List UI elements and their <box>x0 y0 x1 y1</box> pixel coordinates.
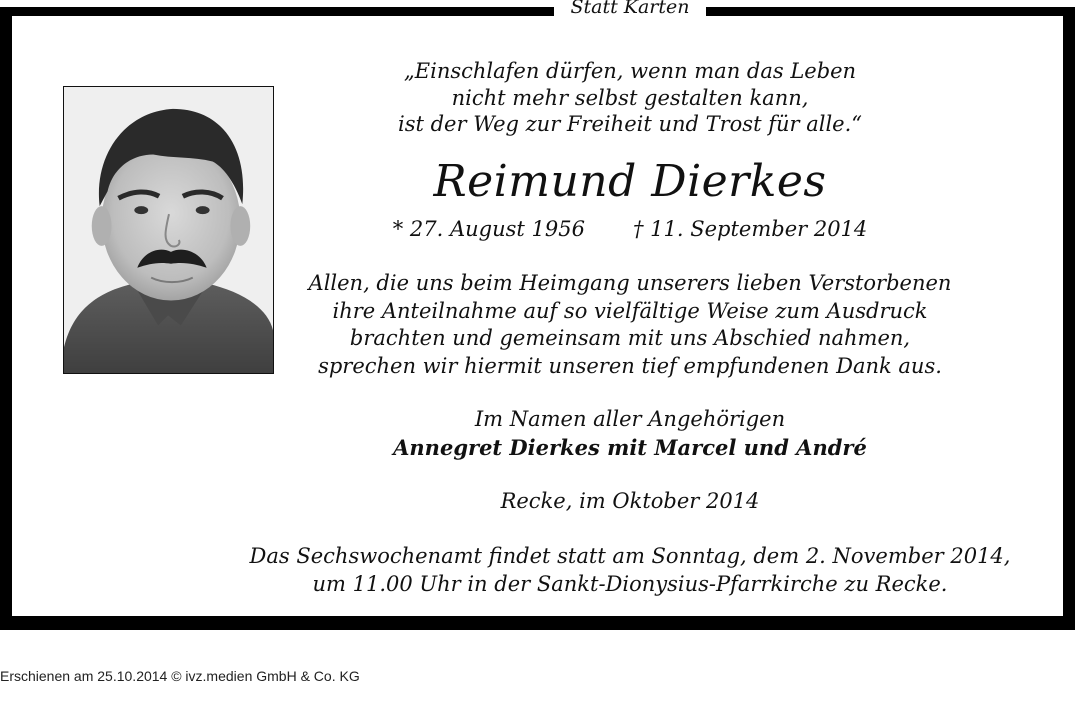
thanks-paragraph <box>240 270 1020 380</box>
place-date: Recke, im Oktober 2014 <box>500 489 760 513</box>
signoff-intro: Im Namen aller Angehörigen <box>474 407 786 431</box>
quote-line: „Einschlafen dürfen, wenn man das Leben <box>403 59 857 83</box>
life-dates <box>240 216 1020 242</box>
deceased-name: Reimund Dierkes <box>433 156 827 207</box>
quote-line: nicht mehr selbst gestalten kann, <box>451 85 809 110</box>
service-line: um 11.00 Uhr in der Sankt-Dionysius-Pfarrkirche zu Recke. <box>312 572 948 596</box>
signoff-names: Annegret Dierkes mit Marcel und André <box>393 434 867 460</box>
death-date: † 11. September 2014 <box>632 217 868 241</box>
memorial-quote <box>240 58 1020 138</box>
thanks-line: ihre Anteilnahme auf so vielfältige Weise zum Ausdruck <box>332 298 928 323</box>
service-announcement <box>240 542 1020 598</box>
quote-line: ist der Weg zur Freiheit und Trost für alle.“ <box>398 112 862 136</box>
header-label: Statt Karten <box>554 0 706 20</box>
birth-date: * 27. August 1956 <box>392 217 585 241</box>
signoff <box>240 406 1020 461</box>
thanks-line: sprechen wir hiermit unseren tief empfundenen Dank aus. <box>318 353 942 378</box>
thanks-line: Allen, die uns beim Heimgang unserers lieben Verstorbenen <box>308 271 952 295</box>
publication-footer: Erschienen am 25.10.2014 © ivz.medien GmbH & Co. KG <box>0 668 360 684</box>
service-line: Das Sechswochenamt findet statt am Sonntag, dem 2. November 2014, <box>249 544 1011 568</box>
thanks-line: brachten und gemeinsam mit uns Abschied nahmen, <box>349 326 911 350</box>
